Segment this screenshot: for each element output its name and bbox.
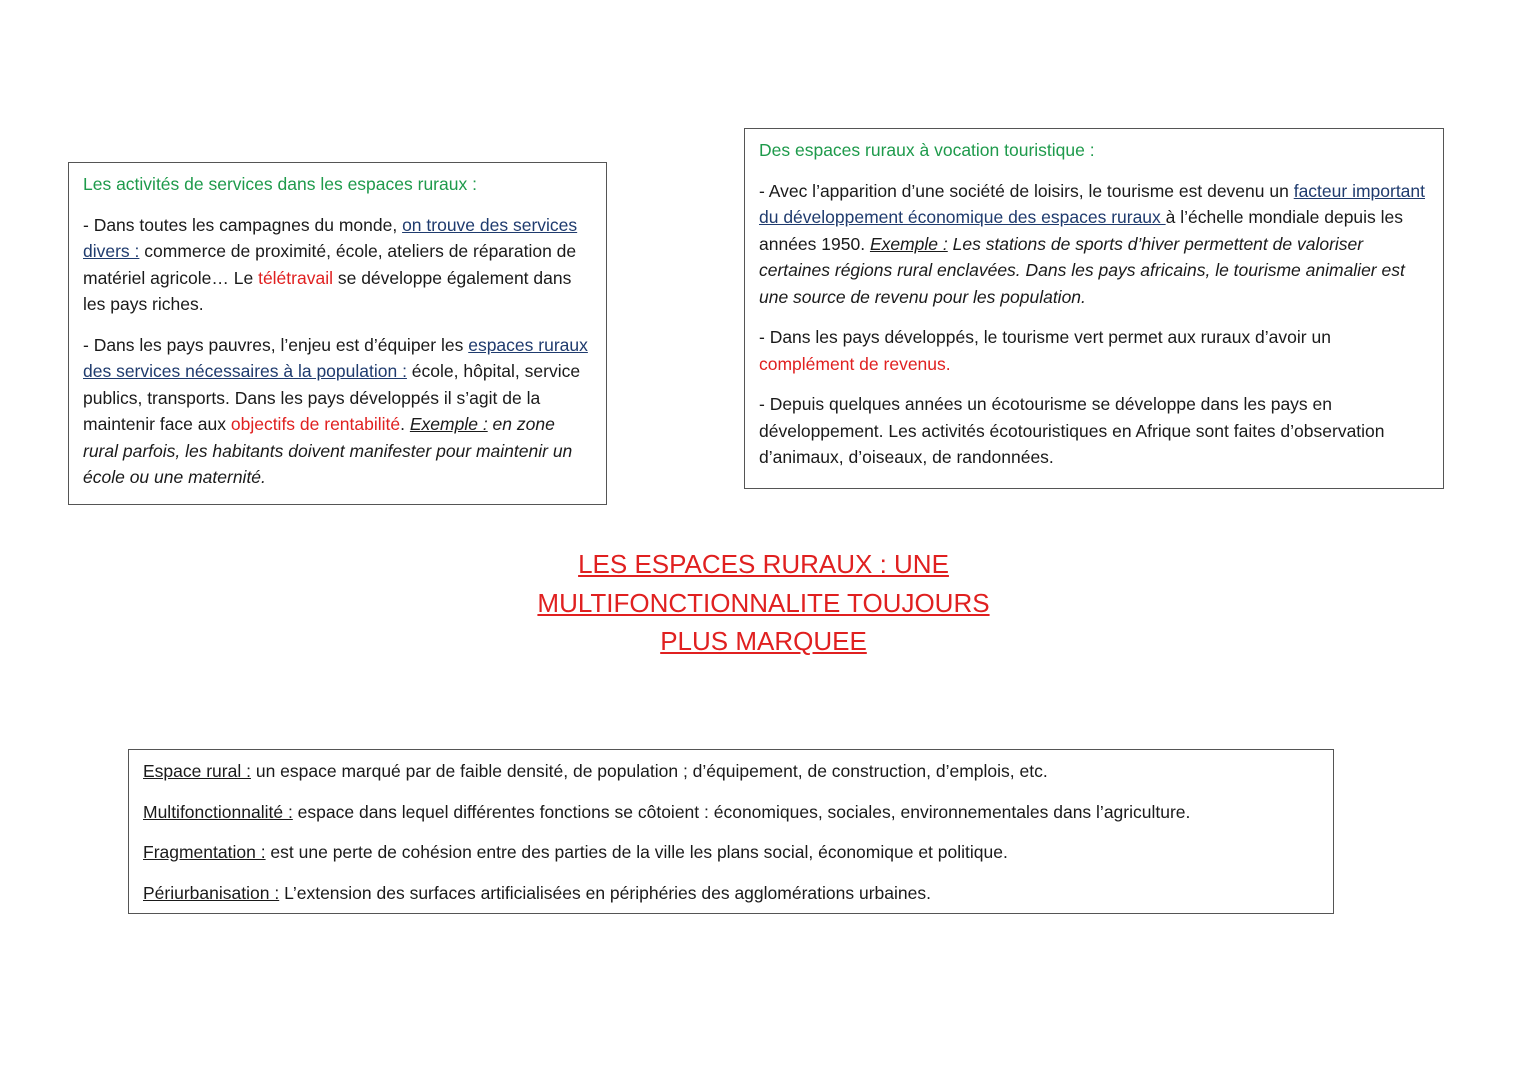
definition-term: Espace rural : (143, 761, 251, 781)
underlined-phrase: on trouve des services divers : (83, 214, 578, 261)
tourism-box (744, 128, 1444, 489)
title-line-3: PLUS MARQUEE (660, 626, 867, 656)
highlighted-term: complément de revenus. (759, 353, 951, 374)
definition-item (143, 758, 1319, 785)
text-segment: école, hôpital, service publics, transports. Dans les pays développés il s’agit de la maintenir face aux (83, 361, 581, 434)
tourism-heading: Des espaces ruraux à vocation touristique : (759, 140, 1095, 160)
text-segment: - Dans les pays développés, le tourisme vert permet aux ruraux d’avoir un (759, 327, 1331, 347)
tourism-paragraph-2 (759, 324, 1429, 377)
definition-term: Périurbanisation : (143, 882, 280, 903)
services-paragraph-1 (83, 212, 592, 318)
text-segment: - Dans les pays pauvres, l’enjeu est d’équiper les (83, 334, 469, 355)
definition-text: est une perte de cohésion entre des parties de la ville les plans social, économique et politique. (265, 842, 1008, 862)
highlighted-term: télétravail (258, 267, 333, 288)
title-line-2: MULTIFONCTIONNALITE TOUJOURS (537, 587, 990, 618)
services-heading: Les activités de services dans les espaces ruraux : (83, 174, 477, 194)
example-text: en zone rural parfois, les habitants doivent manifester pour maintenir un école ou une maternité. (83, 414, 573, 487)
underlined-phrase: espaces ruraux des services nécessaires à la population : (83, 334, 588, 381)
title-line-1: LES ESPACES RURAUX : UNE (578, 549, 949, 579)
definition-term: Multifonctionnalité : (143, 801, 293, 822)
page-title (450, 545, 1077, 661)
services-box (68, 162, 607, 505)
text-segment: commerce de proximité, école, ateliers de réparation de matériel agricole… Le (83, 241, 577, 288)
services-paragraph-2 (83, 332, 592, 491)
text-segment: se développe également dans les pays riches. (83, 267, 572, 314)
definition-term: Fragmentation : (143, 842, 266, 862)
underlined-phrase: facteur important du développement économique des espaces ruraux (759, 180, 1426, 227)
tourism-paragraph-1 (759, 178, 1429, 311)
definition-text: un espace marqué par de faible densité, de population ; d’équipement, de construction, d’emplois, etc. (250, 761, 1048, 781)
text-segment: à l’échelle mondiale depuis les années 1950. (759, 207, 1404, 254)
example-label: Exemple : (409, 414, 488, 434)
highlighted-term: objectifs de rentabilité (230, 414, 401, 434)
text-segment: - Dans toutes les campagnes du monde, (83, 214, 403, 235)
definition-text: espace dans lequel différentes fonctions se côtoient : économiques, sociales, environnementales dans l’agriculture. (292, 801, 1191, 822)
text-segment: . (400, 414, 410, 434)
example-label: Exemple : (869, 233, 948, 254)
tourism-paragraph-3: - Depuis quelques années un écotourisme se développe dans les pays en développement. Les activités écotouristiques en Afrique sont faites d’observation d’animaux, d’oiseaux, de randonnées. (759, 394, 1385, 467)
definition-item (143, 839, 1319, 866)
definition-text: L’extension des surfaces artificialisées en périphéries des agglomérations urbaines. (279, 882, 931, 903)
definition-item (143, 799, 1319, 826)
example-text: Les stations de sports d’hiver permettent de valoriser certaines régions rural enclavées. Dans les pays africains, le tourisme animalier est une source de revenu pour les population. (759, 233, 1405, 307)
definition-item (143, 880, 1319, 907)
text-segment: - Avec l’apparition d’une société de loisirs, le tourisme est devenu un (759, 180, 1294, 201)
definitions-box (128, 749, 1334, 914)
